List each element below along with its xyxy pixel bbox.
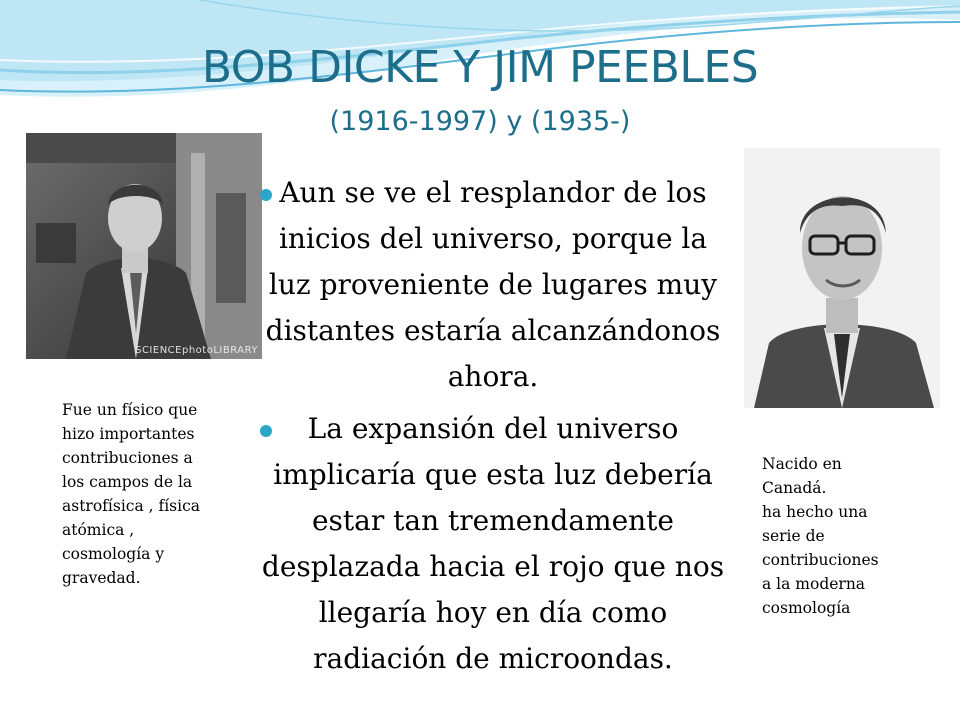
photo-bob-dicke	[26, 133, 262, 359]
jim-peebles-caption: Nacido en Canadá. ha hecho una serie de contribuciones a la moderna cosmología	[762, 455, 879, 617]
bullet-item	[258, 170, 728, 400]
photo-watermark: SCIENCEphotoLIBRARY	[135, 345, 258, 356]
slide-subtitle: (1916-1997) y (1935-)	[329, 106, 631, 137]
bullet-text: Aun se ve el resplandor de los inicios del universo, porque la luz proveniente de lugares muy distantes estaría alcanzándonos ahora.	[265, 176, 721, 393]
photo-jim-peebles	[744, 148, 940, 408]
bullet-dot-icon	[260, 425, 272, 437]
slide-title: BOB DICKE Y JIM PEEBLES	[201, 42, 759, 93]
bob-dicke-caption: Fue un físico que hizo importantes contribuciones a los campos de la astrofísica , física atómica , cosmología y gravedad.	[62, 401, 201, 587]
bullet-text: La expansión del universo implicaría que esta luz debería estar tan tremendamente desplazada hacia el rojo que nos llegaría hoy en día como radiación de microondas.	[261, 412, 725, 675]
bullet-list	[258, 170, 728, 688]
bullet-item	[258, 406, 728, 682]
bullet-dot-icon	[260, 189, 272, 201]
